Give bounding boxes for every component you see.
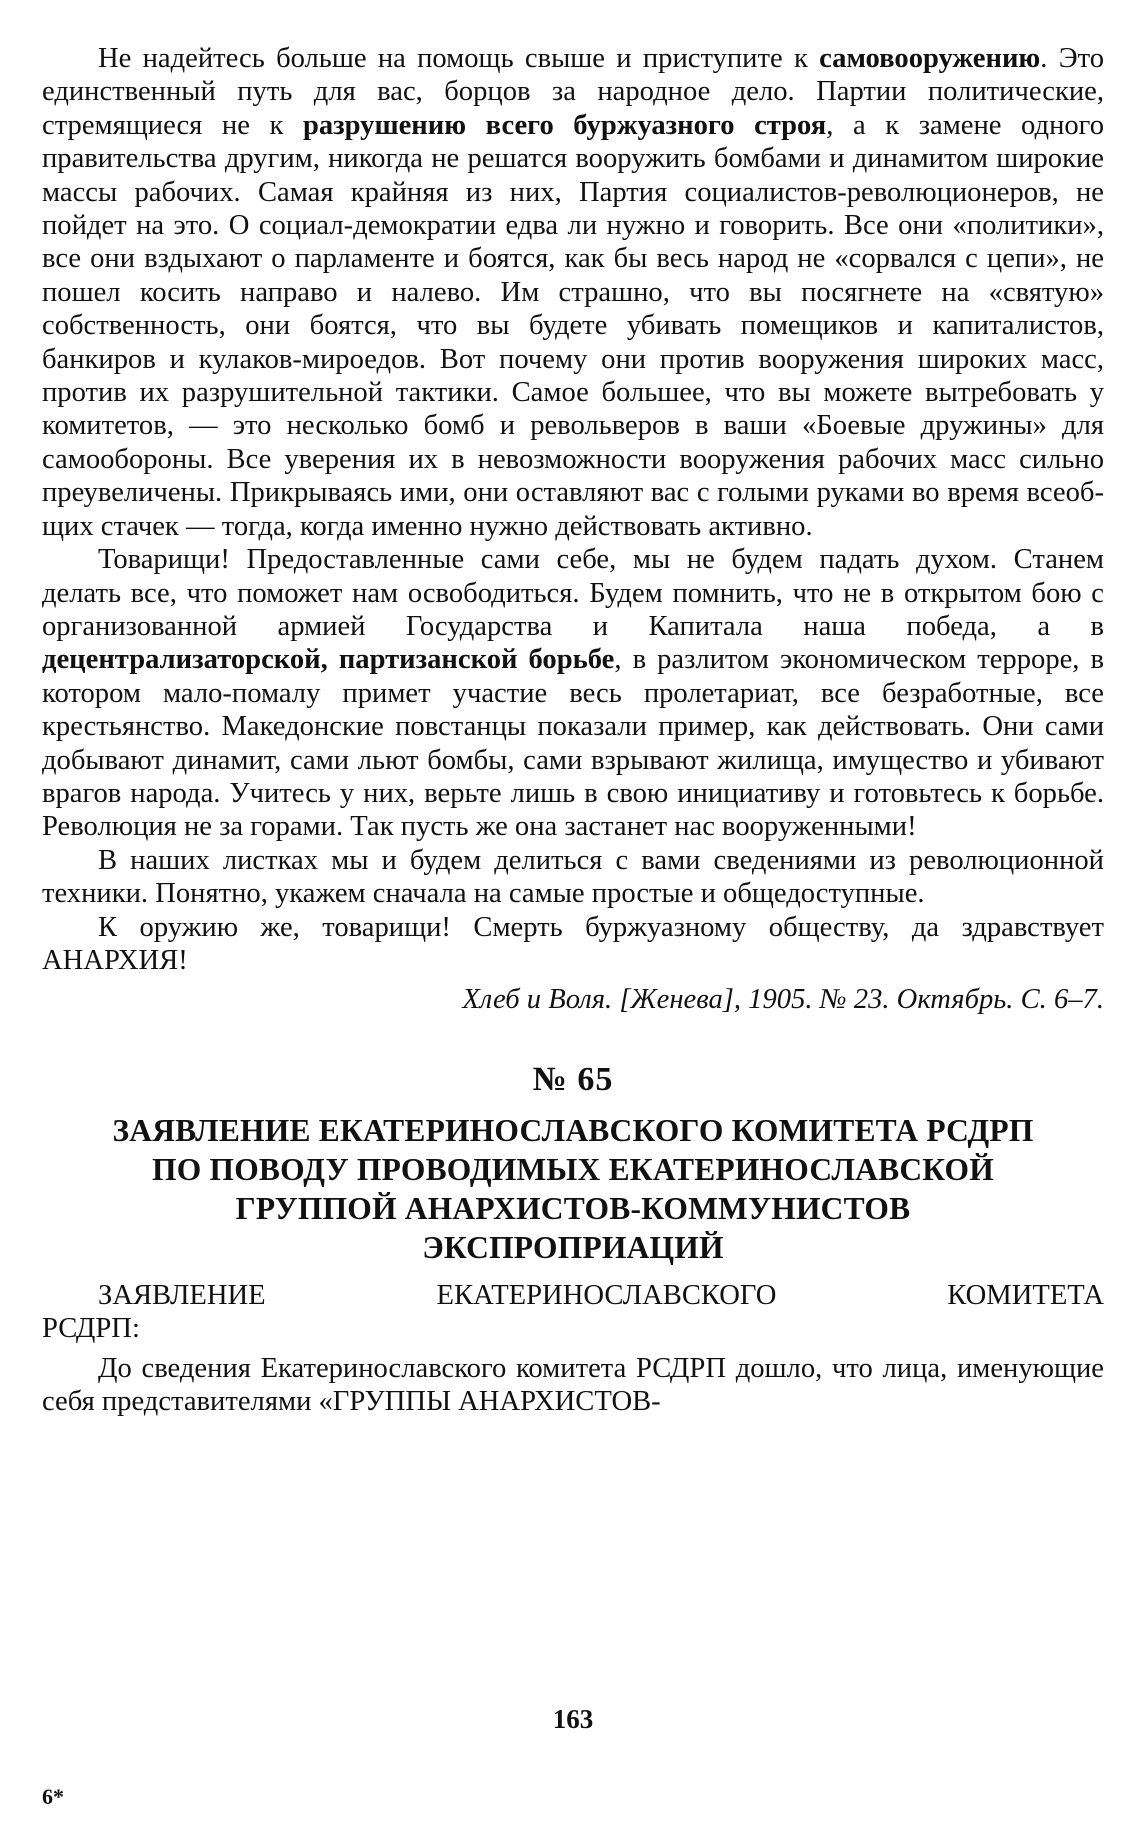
paragraph-text: В наших листках мы и будем делиться с вами сведениями из революционной техники. Понятно, укажем сначала на самые простые и общедоступные.: [42, 844, 1104, 910]
paragraph-text: , а к замене одного правительства другим, никогда не решатся вооружить бомбами и динамитом широкие массы рабочих. Самая крайняя из них, Партия социалистов-революционеров, не пойдет на это. О социал-демократии едва ли нужно и говорить. Все они «политики», все они вздыхают о парламенте и боятся, как бы весь народ не «сорвался с цепи», не пошел косить направо и налево. Им страшно, что вы посягнете на «святую» собственность, они боятся, что вы будете убивать помещиков и капиталистов, банкиров и кулаков-мироедов. Вот почему они против вооружения широких масс, против их разрушительной тактики. Самое большее, что вы можете вытребовать у комитетов, — это несколько бомб и револьверов в ваши «Боевые дружины» для самообороны. Все уверения их в невозможности вооружения рабочих масс сильно преувеличены. Прикрываясь ими, они оставляют вас с голыми руками во время всеобщих стачек — тогда, когда именно нужно действовать активно.: [42, 109, 1104, 542]
body-paragraph: [42, 42, 1104, 543]
statement-heading-tail: РСДРП:: [42, 1313, 140, 1345]
body-paragraph: [42, 543, 1104, 844]
statement-heading-line: [42, 1279, 1104, 1312]
body-text: [42, 42, 1104, 977]
page-number: 163: [552, 1704, 594, 1734]
source-citation: Хлеб и Воля. [Женева], 1905. № 23. Октябрь. С. 6–7.: [462, 984, 1104, 1016]
statement-opening-paragraph: До сведения Екатеринославского комитета РСДРП дошло, что лица, именующие себя представителями «ГРУППЫ АНАРХИСТОВ-: [42, 1352, 1104, 1417]
document-page: [42, 42, 1104, 1418]
document-title: [42, 1111, 1104, 1267]
paragraph-text: Не надейтесь больше на помощь свыше и приступите к: [98, 43, 820, 74]
document-title-line: ПО ПОВОДУ ПРОВОДИМЫХ ЕКАТЕРИНОСЛАВСКОЙ: [152, 1151, 994, 1187]
statement-heading-word: ЕКАТЕРИНОСЛАВСКОГО: [436, 1279, 777, 1311]
body-paragraph: [42, 911, 1104, 978]
paragraph-text: . Это единственный путь для вас, борцов за народное дело. Партии политические, стремящиеся не к: [42, 43, 1105, 141]
document-title-line: ЭКСПРОПРИАЦИЙ: [422, 1229, 724, 1265]
document-title-line: ГРУППОЙ АНАРХИСТОВ-КОММУНИСТОВ: [235, 1190, 911, 1226]
statement-heading: [42, 1279, 1104, 1346]
paragraph-text: Товарищи! Предоставленные сами себе, мы не будем падать духом. Станем делать все, что поможет нам освободиться. Будем помнить, что не в открытом бою с организованной армией Государства и Капитала наша победа, а в: [42, 544, 1104, 642]
document-title-line: ЗАЯВЛЕНИЕ ЕКАТЕРИНОСЛАВСКОГО КОМИТЕТА РСДРП: [112, 1112, 1034, 1148]
printer-signature-mark: 6*: [42, 1784, 64, 1809]
emphasis-text: децентрализаторской, партизанской борьбе: [42, 644, 615, 676]
paragraph-text: К оружию же, товарищи! Смерть буржуазному обществу, да здравствует АНАРХИЯ!: [42, 911, 1104, 976]
emphasis-text: самовооружению: [819, 43, 1041, 74]
document-number: № 65: [532, 1060, 614, 1098]
paragraph-text: , в разлитом экономическом терроре, в котором мало-помалу примет участие весь пролетариат, все безработные, все крестьянство. Македонские повстанцы показали пример, как действовать. Они сами добывают динамит, сами льют бомбы, сами взрывают жилища, имущество и убивают врагов народа. Учитесь у них, верьте лишь в свою инициативу и готовьтесь к борьбе. Революция не за горами. Так пусть же она застанет нас вооруженными!: [42, 644, 1104, 843]
emphasis-text: разрушению всего буржуазного строя: [302, 109, 827, 141]
body-paragraph: [42, 844, 1104, 911]
statement-heading-word: ЗАЯВЛЕНИЕ: [98, 1279, 266, 1311]
statement-heading-word: КОМИТЕТА: [947, 1279, 1104, 1311]
